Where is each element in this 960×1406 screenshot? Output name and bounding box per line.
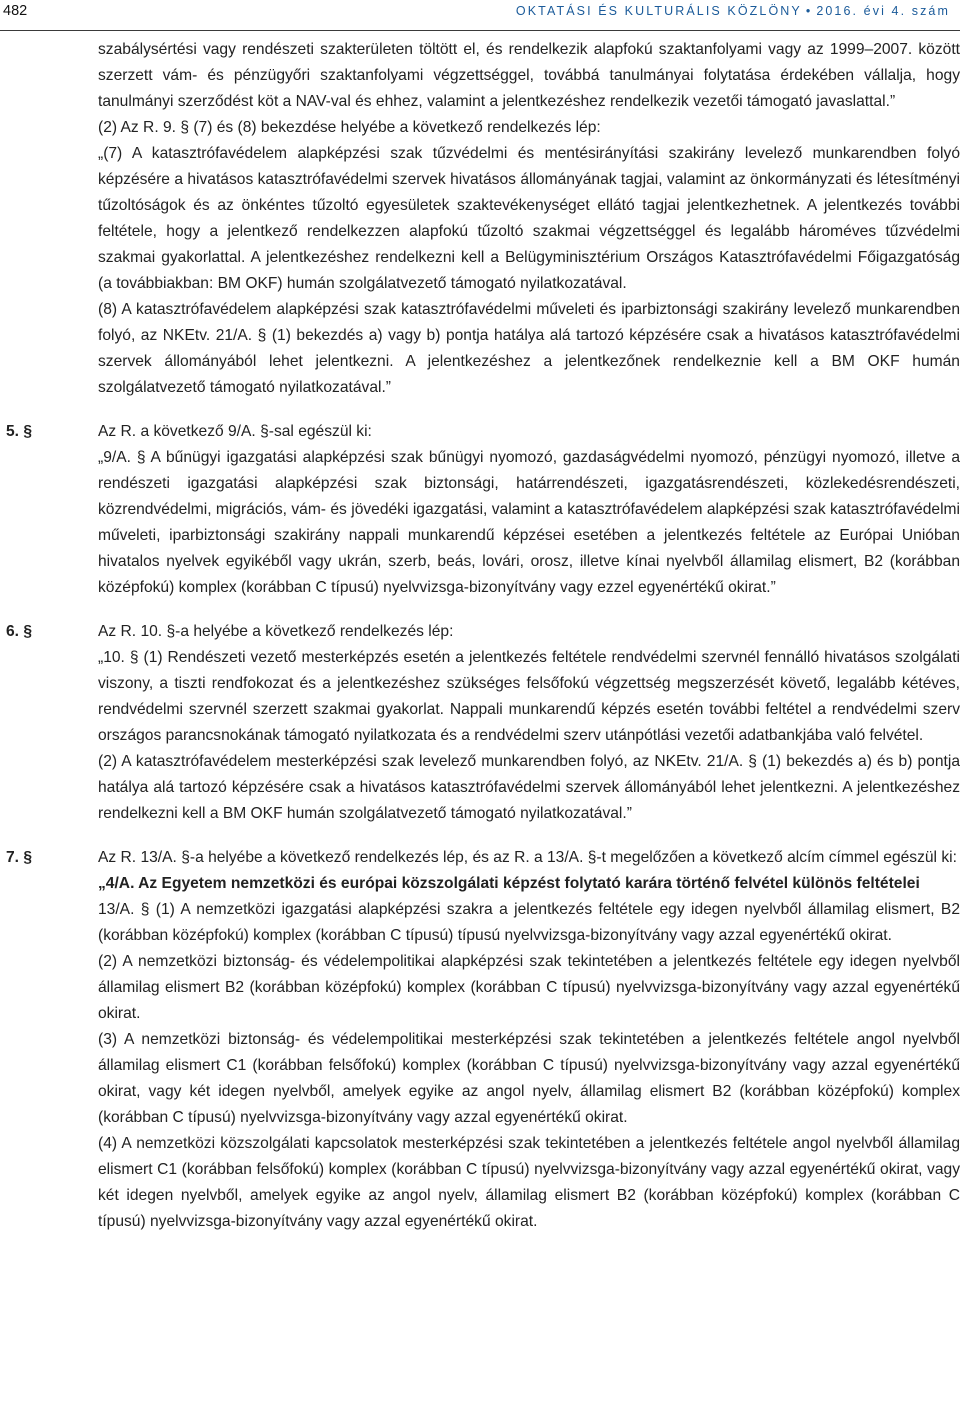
paragraph: „9/A. § A bűnügyi igazgatási alapképzési szak bűnügyi nyomozó, gazdaságvédelmi nyomozó, pénzügyi nyomozó, illetve a rendészeti igazgatási alapképzési szak biztonsági, határrendészeti, igazgatásrendészeti, közlekedésrendészeti, közrendvédelmi, migrációs, vám- és jövedéki igazgatási, valamint a katasztrófavédelem alapképzési szak katasztrófavédelmi műveleti, iparbiztonsági szakirány nappali munkarendű képzései esetében a jelentkezés feltétele az Európai Unióban hivatalos nyelvek egyikéből vagy ukrán, szerb, beás, lovári, orosz, illetve kínai nyelvből államilag elismert, B2 (korábban középfokú) komplex (korábban C típusú) nyelvvizsga-bizonyítvány vagy ezzel egyenértékű okirat.” (98, 449, 960, 596)
paragraph: 13/A. § (1) A nemzetközi igazgatási alapképzési szakra a jelentkezés feltétele egy idegen nyelvből államilag elismert, B2 (korábban középfokú) komplex (korábban C típusú) típusú nyelvvizsga-bizonyítvány vagy azzal egyenértékű okirat. (98, 901, 960, 944)
running-header (516, 4, 950, 18)
section-6 (6, 619, 960, 827)
paragraph: Az R. 10. §-a helyébe a következő rendelkezés lép: (98, 623, 454, 640)
subtitle: „4/A. Az Egyetem nemzetközi és európai közszolgálati képzést folytató karára történő felvétel különös feltételei (98, 875, 920, 892)
paragraph: (4) A nemzetközi közszolgálati kapcsolatok mesterképzési szak tekintetében a jelentkezés feltétele angol nyelvből államilag elismert C1 (korábban felsőfokú) komplex (korábban C típusú) nyelvvizsga-bizonyítvány vagy azzal egyenértékű okirat, vagy két idegen nyelvből, amelyek egyike az angol nyelv, államilag elismert B2 (korábban középfokú) komplex (korábban C típusú) nyelvvizsga-bizonyítvány vagy azzal egyenértékű okirat. (98, 1135, 960, 1230)
document-body (6, 37, 960, 1235)
section-number: 5. § (6, 423, 33, 440)
page-header (0, 0, 960, 31)
publication-title: OKTATÁSI ÉS KULTURÁLIS KÖZLÖNY (515, 4, 802, 18)
paragraph: szabálysértési vagy rendészeti szakterületen töltött el, és rendelkezik alapfokú szaktanfolyami vagy az 1999–2007. között szerzett vám- és pénzügyőri szaktanfolyami végzettséggel, továbbá tanulmányai folytatása érdekében vállalja, hogy tanulmányi szerződést köt a NAV-val és ehhez, valamint a jelentkezéshez rendelkezik vezetői támogató javaslattal.” (98, 41, 960, 110)
paragraph: (8) A katasztrófavédelem alapképzési szak katasztrófavédelmi műveleti és iparbiztonsági szakirány levelező munkarendben folyó, az NKEtv. 21/A. § (1) bekezdés a) vagy b) pontja hatálya alá tartozó képzésére csak a hivatásos katasztrófavédelmi szervek állományából lehet jelentkezni. A jelentkezéshez a jelentkezőnek rendelkeznie kell a BM OKF humán szolgálatvezető támogató nyilatkozatával.” (98, 301, 960, 396)
section-number: 7. § (6, 849, 33, 866)
paragraph: „10. § (1) Rendészeti vezető mesterképzés esetén a jelentkezés feltétele rendvédelmi szervnél fennálló hivatásos szolgálati viszony, a tiszti rendfokozat és a jelentkezéshez szükséges felsőfokú végzettség megszerzését követő, legalább kétéves, rendvédelmi szervnél szerzett szakmai gyakorlat. Nappali munkarendű képzés esetén további feltétel a rendvédelmi szerv országos parancsnokának támogató nyilatkozata és a rendvédelmi szerv utánpótlási vezetői adatbankjába való felvétel. (98, 649, 960, 744)
section-7 (6, 845, 960, 1235)
issue-label: 2016. évi 4. szám (816, 4, 950, 18)
paragraph: (2) A nemzetközi biztonság- és védelempolitikai alapképzési szak tekintetében a jelentkezés feltétele egy idegen nyelvből államilag elismert B2 (korábban középfokú) komplex (korábban C típusú) nyelvvizsga-bizonyítvány vagy azzal egyenértékű okirat. (98, 953, 960, 1022)
paragraph: (2) A katasztrófavédelem mesterképzési szak levelező munkarendben folyó, az NKEtv. 21/A. § (1) bekezdés a) és b) pontja hatálya alá tartozó képzésére csak a hivatásos katasztrófavédelmi szervek állományából lehet jelentkezni. A jelentkezéshez rendelkezni kell a BM OKF humán szolgálatvezető támogató nyilatkozatával.” (98, 753, 960, 822)
paragraph: „(7) A katasztrófavédelem alapképzési szak tűzvédelmi és mentésirányítási szakirány levelező munkarendben folyó képzésére a hivatásos katasztrófavédelmi szervek hivatásos állományának tagjai, valamint az önkormányzati és létesítményi tűzoltóságok és az önkéntes tűzoltó egyesületek szaktevékenységet ellátó tagjai jelentkezhetnek. A jelentkezés további feltétele, hogy a jelentkező rendelkezzen alapfokú tűzoltó szakmai végzettséggel és legalább hároméves tűzvédelmi szakmai gyakorlattal. A jelentkezéshez rendelkezni kell a Belügyminisztérium Országos Katasztrófavédelmi Főigazgatóság (a továbbiakban: BM OKF) humán szolgálatvezető támogató nyilatkozatával. (98, 145, 960, 292)
section-number: 6. § (6, 623, 33, 640)
paragraph: (2) Az R. 9. § (7) és (8) bekezdése helyébe a következő rendelkezés lép: (98, 119, 601, 136)
paragraph: Az R. 13/A. §-a helyébe a következő rendelkezés lép, és az R. a 13/A. §-t megelőzően a következő alcím címmel egészül ki: (98, 849, 957, 866)
header-bullet: • (805, 4, 813, 18)
section-5 (6, 419, 960, 601)
paragraph: Az R. a következő 9/A. §-sal egészül ki: (98, 423, 372, 440)
page-number: 482 (3, 3, 28, 19)
paragraph: (3) A nemzetközi biztonság- és védelempolitikai mesterképzési szak tekintetében a jelentkezés feltétele angol nyelvből államilag elismert C1 (korábban felsőfokú) komplex (korábban C típusú) nyelvvizsga-bizonyítvány vagy azzal egyenértékű okirat, vagy két idegen nyelvből, amelyek egyike az angol nyelv, államilag elismert B2 (korábban középfokú) komplex (korábban C típusú) nyelvvizsga-bizonyítvány vagy azzal egyenértékű okirat. (98, 1031, 960, 1126)
